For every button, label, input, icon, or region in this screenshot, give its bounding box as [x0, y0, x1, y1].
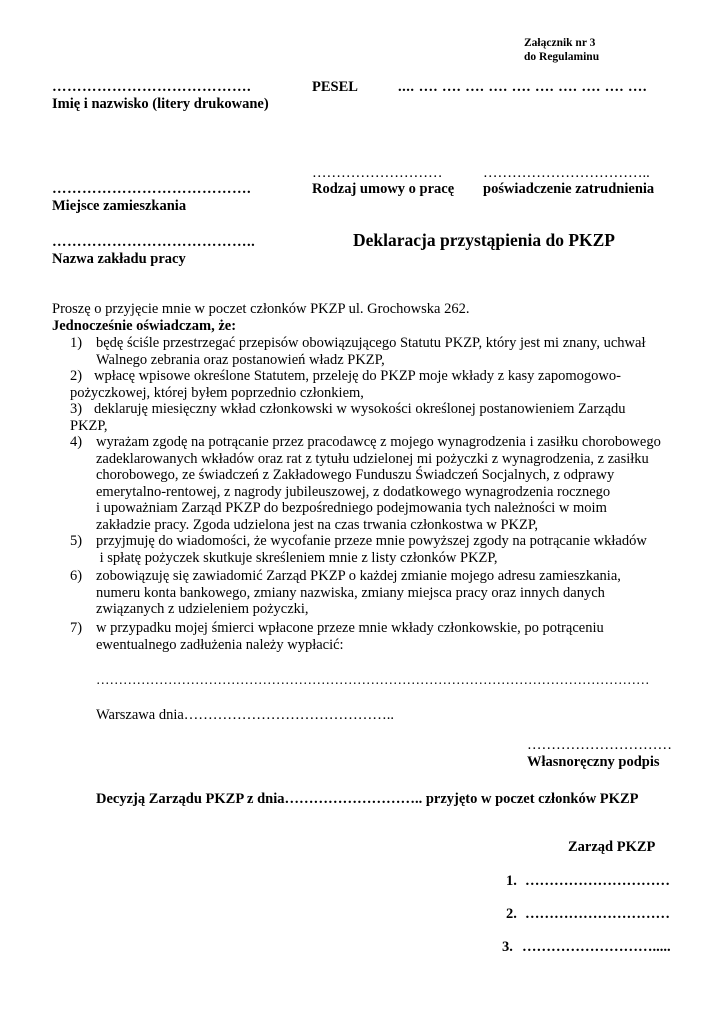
item-number: 3) — [70, 401, 83, 417]
item-number: 4) — [70, 434, 83, 450]
item-line: pożyczkowej, której byłem poprzednio członkiem, — [70, 384, 364, 401]
item-line: zakładzie pracy. Zgoda udzielona jest na czas trwania członkostwa w PKZP, — [96, 516, 538, 533]
item-line: chorobowego, ze świadczeń z Zakładowego Funduszu Świadczeń Socjalnych, z odprawy — [96, 467, 615, 483]
board-member-number: 2. — [506, 906, 517, 922]
item-line: w przypadku mojej śmierci wpłacone przeze mnie wkłady członkowskie, po potrąceniu — [96, 620, 604, 636]
signature-field-line[interactable]: ………………………… — [527, 737, 672, 753]
item-line: zadeklarowanych wkładów oraz rat z tytułu udzielonej mi pożyczki z wynagrodzenia, z zasiłku — [96, 450, 649, 467]
name-field-line[interactable]: …………………………………. — [52, 79, 252, 95]
document-title: Deklaracja przystąpienia do PKZP — [353, 230, 615, 250]
item-line: PKZP, — [70, 417, 108, 434]
signature-label: Własnoręczny podpis — [527, 754, 660, 770]
item-line: zobowiązuję się zawiadomić Zarząd PKZP o każdej zmianie mojego adresu zamieszkania, — [96, 568, 621, 584]
board-member-number: 1. — [506, 873, 517, 889]
item-line: i spłatę pożyczek skutkuje skreśleniem mnie z listy członków PKZP, — [96, 549, 498, 566]
pesel-label: PESEL — [312, 79, 358, 95]
residence-label: Miejsce zamieszkania — [52, 198, 187, 214]
item-line: deklaruję miesięczny wkład członkowski w wysokości określonej postanowieniem Zarządu — [94, 401, 626, 417]
item-line: związanych z udzieleniem pożyczki, — [96, 601, 309, 617]
item-line: wpłacę wpisowe określone Statutem, przeleję do PKZP moje wkłady z kasy zapomogowo- — [94, 368, 621, 384]
item-number: 2) — [70, 368, 83, 384]
item-number: 6) — [70, 568, 83, 584]
residence-field-line[interactable]: …………………………………. — [52, 181, 252, 197]
item-number: 5) — [70, 533, 83, 549]
declaration-item-5 — [52, 533, 674, 566]
board-label: Zarząd PKZP — [568, 839, 656, 855]
declaration-item-4 — [52, 434, 674, 533]
item-line: wyrażam zgodę na potrącanie przez pracodawcę z mojego wynagrodzenia i zasiłku chorobowego — [96, 434, 661, 450]
item-line: przyjmuję do wiadomości, że wycofanie przeze mnie powyższej zgody na potrącanie wkładów — [96, 533, 647, 549]
declaration-heading: Jednocześnie oświadczam, że: — [52, 318, 237, 334]
item-line: ewentualnego zadłużenia należy wypłacić: — [96, 636, 344, 653]
declaration-item-1 — [52, 335, 674, 368]
item-line: będę ściśle przestrzegać przepisów obowiązującego Statutu PKZP, który jest mi znany, uchwał — [96, 335, 646, 351]
declaration-item-7 — [52, 620, 674, 653]
board-member-number: 3. — [502, 939, 513, 955]
board-member-signature-line[interactable]: ………………………… — [525, 906, 670, 922]
item-number: 1) — [70, 335, 83, 351]
employment-certificate-field-line[interactable]: …………………………….. — [483, 165, 650, 181]
name-field-label: Imię i nazwisko (litery drukowane) — [52, 96, 269, 112]
item-line: numeru konta bankowego, zmiany nazwiska, zmiany miejsca pracy oraz innych danych — [96, 584, 605, 601]
attachment-regulation: do Regulaminu — [524, 51, 600, 63]
contract-type-field-line[interactable]: ……………………… — [312, 165, 443, 181]
item-line: Walnego zebrania oraz postanowień władz PKZP, — [96, 351, 385, 368]
contract-type-label: Rodzaj umowy o pracę — [312, 181, 455, 197]
workplace-field-line[interactable]: ………………………………….. — [52, 234, 256, 250]
board-decision-line: Decyzją Zarządu PKZP z dnia……………………….. przyjęto w poczet członków PKZP — [96, 791, 639, 807]
board-member-signature-line[interactable]: ………………………… — [525, 873, 670, 889]
declaration-item-6 — [52, 568, 674, 618]
pesel-field-line[interactable]: .... …. …. …. …. …. …. …. …. …. …. — [398, 79, 647, 95]
item-line: emerytalno-rentowej, z nagrody jubileuszowej, z dodatkowego wynagrodzenia rocznego — [96, 483, 611, 500]
payout-recipient-field-line[interactable]: …………………………………………………………………………………………………………… — [96, 672, 650, 687]
item-number: 7) — [70, 620, 83, 636]
membership-request: Proszę o przyjęcie mnie w poczet członków PKZP ul. Grochowska 262. — [52, 301, 470, 317]
attachment-number: Załącznik nr 3 — [524, 37, 596, 49]
item-line: i upoważniam Zarząd PKZP do bezpośredniego podejmowania tych należności w moim — [96, 500, 607, 516]
employment-certificate-label: poświadczenie zatrudnienia — [483, 181, 655, 197]
board-member-signature-line[interactable]: ………………………..... — [522, 939, 671, 955]
workplace-label: Nazwa zakładu pracy — [52, 251, 186, 267]
place-date-field[interactable]: Warszawa dnia…………………………………….. — [96, 707, 395, 723]
